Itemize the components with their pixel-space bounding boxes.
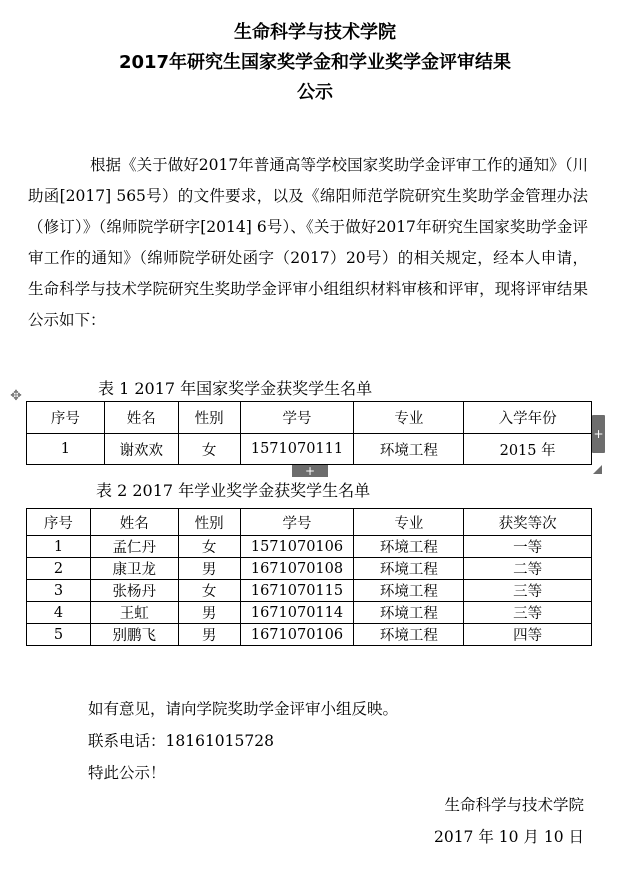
table-header-cell: 学号	[240, 402, 354, 434]
title-line-2: 2017年研究生国家奖学金和学业奖学金评审结果	[118, 52, 512, 73]
table-cell: 康卫龙	[90, 558, 178, 580]
feedback-note: 如有意见，请向学院奖助学金评审小组反映。	[88, 700, 399, 718]
table-header-cell: 入学年份	[464, 402, 592, 434]
table-cell: 女	[178, 434, 240, 465]
table-cell: 环境工程	[354, 434, 464, 465]
table-cell: 一等	[464, 536, 592, 558]
table-cell: 5	[27, 624, 91, 646]
table-cell: 四等	[464, 624, 592, 646]
table-header-cell: 姓名	[90, 509, 178, 536]
table-cell: 女	[178, 580, 240, 602]
table-header-cell: 专业	[354, 509, 464, 536]
table-cell: 4	[27, 602, 91, 624]
table-cell: 二等	[464, 558, 592, 580]
table-header-row	[27, 509, 592, 536]
table-cell: 2	[27, 558, 91, 580]
table-cell: 3	[27, 580, 91, 602]
table-header-cell: 姓名	[104, 402, 178, 434]
table-cell: 1671070115	[240, 580, 354, 602]
table-row	[27, 558, 592, 580]
table-row	[27, 602, 592, 624]
table-cell: 1571070106	[240, 536, 354, 558]
table-cell: 环境工程	[354, 536, 464, 558]
table-header-cell: 学号	[240, 509, 354, 536]
table-cell: 王虹	[90, 602, 178, 624]
table-header-cell: 获奖等次	[464, 509, 592, 536]
table-header-cell: 性别	[178, 509, 240, 536]
table-row	[27, 434, 592, 465]
table-header-row	[27, 402, 592, 434]
table-cell: 女	[178, 536, 240, 558]
table-cell: 环境工程	[354, 602, 464, 624]
table-cell: 1671070108	[240, 558, 354, 580]
body-paragraph: 根据《关于做好2017年普通高等学校国家奖助学金评审工作的通知》（川助函[2017] 565号）的文件要求，以及《绵阳师范学院研究生奖助学金管理办法（修订）》（绵师院学研字[2014] 6号）、《关于做好2017年研究生国家奖助学金评审工作的通知》（绵师院学研处函字（2017）20号）的相关规定，经本人申请，生命科学与技术学院研究生奖助学金评审小组组织材料审核和评审，现将评审结果公示如下：	[28, 156, 588, 329]
document-title	[0, 18, 630, 108]
table-row	[27, 580, 592, 602]
table-header-cell: 性别	[178, 402, 240, 434]
table-resize-handle-icon[interactable]	[593, 465, 602, 474]
table-cell: 1671070106	[240, 624, 354, 646]
table-cell: 三等	[464, 580, 592, 602]
table-move-handle-icon[interactable]: ✥	[10, 388, 22, 404]
table-row	[27, 536, 592, 558]
table-cell: 1571070111	[240, 434, 354, 465]
table1-caption: 表 1 2017 年国家奖学金获奖学生名单	[98, 379, 373, 398]
table-cell: 环境工程	[354, 624, 464, 646]
table-header-cell: 专业	[354, 402, 464, 434]
table-cell: 别鹏飞	[90, 624, 178, 646]
table-national-scholarship	[26, 401, 592, 465]
title-line-1: 生命科学与技术学院	[234, 22, 396, 43]
table-cell: 环境工程	[354, 580, 464, 602]
table-cell: 张杨丹	[90, 580, 178, 602]
table-row	[27, 624, 592, 646]
table-cell: 孟仁丹	[90, 536, 178, 558]
table-cell: 1	[27, 536, 91, 558]
contact-phone: 联系电话：18161015728	[88, 732, 274, 750]
table-cell: 环境工程	[354, 558, 464, 580]
signature-org: 生命科学与技术学院	[444, 796, 584, 814]
add-column-handle-icon[interactable]: +	[592, 415, 605, 453]
table-cell: 男	[178, 558, 240, 580]
table-cell: 谢欢欢	[104, 434, 178, 465]
table-cell: 男	[178, 624, 240, 646]
table-cell: 1	[27, 434, 105, 465]
table-header-cell: 序号	[27, 509, 91, 536]
table-cell: 2015 年	[464, 434, 592, 465]
signature-date: 2017 年 10 月 10 日	[433, 828, 584, 846]
table-cell: 1671070114	[240, 602, 354, 624]
title-line-3: 公示	[297, 82, 333, 103]
table-header-cell: 序号	[27, 402, 105, 434]
table-academic-scholarship	[26, 508, 592, 646]
add-row-handle-icon[interactable]: +	[292, 465, 328, 477]
closing-note: 特此公示！	[88, 764, 166, 782]
table-cell: 三等	[464, 602, 592, 624]
table2-caption: 表 2 2017 年学业奖学金获奖学生名单	[96, 481, 371, 500]
table-cell: 男	[178, 602, 240, 624]
